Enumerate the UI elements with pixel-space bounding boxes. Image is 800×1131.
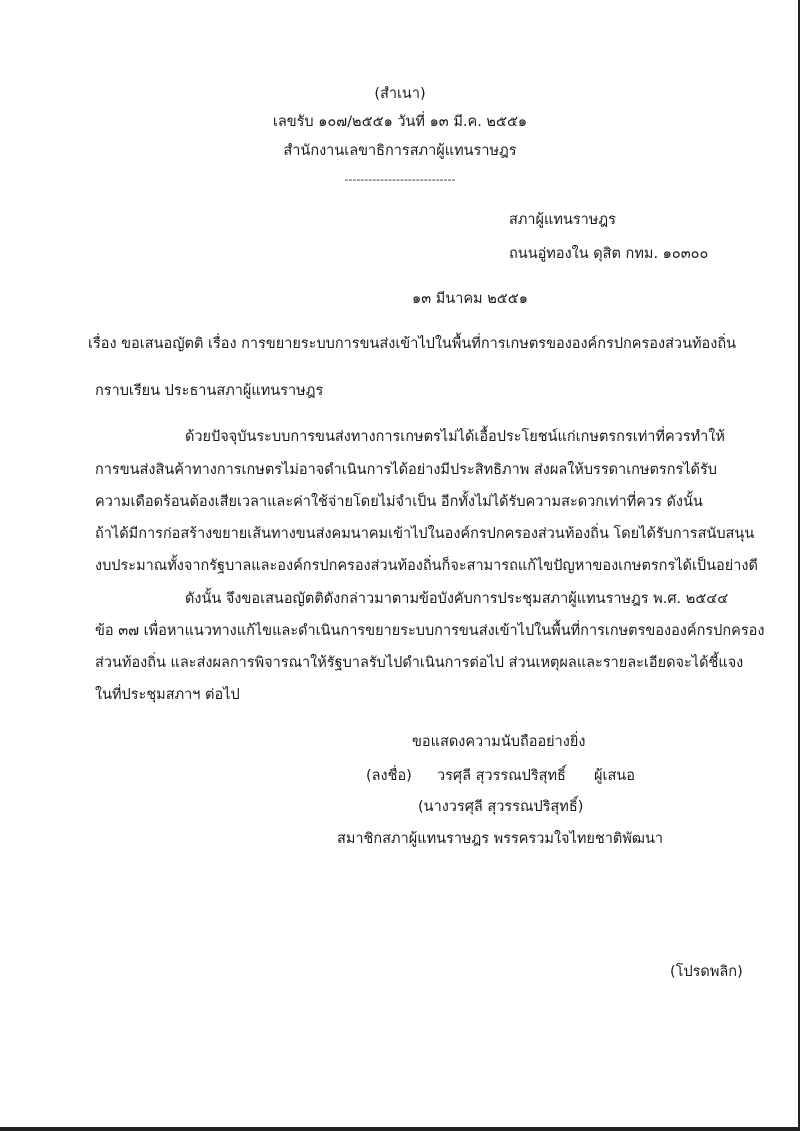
address-line-2: ถนนอู่ทองใน ดุสิต กทม. ๑๐๓๐๐ xyxy=(509,246,709,262)
paragraph-1-line-4: ถ้าได้มีการก่อสร้างขยายเส้นทางขนส่งคมนาคมเข้าไปในองค์กรปกครองส่วนท้องถิ่น โดยได้รับการสนับสนุน xyxy=(95,526,755,542)
paragraph-2-line-4: ในที่ประชุมสภาฯ ต่อไป xyxy=(95,687,240,703)
signature-label: (ลงชื่อ) xyxy=(366,768,412,784)
address-line-1: สภาผู้แทนราษฎร xyxy=(509,212,616,228)
paragraph-2-line-3: ส่วนท้องถิ่น และส่งผลการพิจารณาให้รัฐบาลรับไปดำเนินการต่อไป ส่วนเหตุผลและรายละเอียดจะได้ชี้แจง xyxy=(95,655,744,671)
copy-label: (สำเนา) xyxy=(374,86,426,102)
header-divider: ---------------------------- xyxy=(344,173,456,186)
closing-regards: ขอแสดงความนับถืออย่างยิ่ง xyxy=(412,734,586,750)
subject-line: เรื่อง ขอเสนอญัตติ เรื่อง การขยายระบบการขนส่งเข้าไปในพื้นที่การเกษตรขององค์กรปกครองส่วนท้องถิ่น xyxy=(88,336,737,352)
signer-signature: วรศุลี สุวรรณปริสุทธิ์ xyxy=(437,768,566,784)
signer-printed-name: (นางวรศุลี สุวรรณปริสุทธิ์) xyxy=(418,799,584,815)
signer-role: ผู้เสนอ xyxy=(594,768,635,784)
paragraph-1-line-1: ด้วยปัจจุบันระบบการขนส่งทางการเกษตรไม่ได้เอื้อประโยชน์แก่เกษตรกรเท่าที่ควรทำให้ xyxy=(185,429,725,445)
paragraph-1-line-5: งบประมาณทั้งจากรัฐบาลและองค์กรปกครองส่วนท้องถิ่นก็จะสามารถแก้ไขปัญหาของเกษตรกรได้เป็นอย่างดี xyxy=(95,558,758,574)
turn-over-note: (โปรดพลิก) xyxy=(670,964,743,980)
paragraph-2-line-2: ข้อ ๓๗ เพื่อหาแนวทางแก้ไขและดำเนินการขยายระบบการขนส่งเข้าไปในพื้นที่การเกษตรขององค์กรปกครอง xyxy=(95,623,765,639)
paragraph-1-line-2: การขนส่งสินค้าทางการเกษตรไม่อาจดำเนินการได้อย่างมีประสิทธิภาพ ส่งผลให้บรรดาเกษตรกรได้รับ xyxy=(95,462,717,478)
office-name: สำนักงานเลขาธิการสภาผู้แทนราษฎร xyxy=(283,143,517,159)
scan-edge-bottom xyxy=(0,1127,800,1131)
signer-position: สมาชิกสภาผู้แทนราษฎร พรรครวมใจไทยชาติพัฒนา xyxy=(337,831,664,847)
paragraph-2-line-1: ดังนั้น จึงขอเสนอญัตติดังกล่าวมาตามข้อบังคับการประชุมสภาผู้แทนราษฎร พ.ศ. ๒๕๔๔ xyxy=(185,591,729,607)
salutation: กราบเรียน ประธานสภาผู้แทนราษฎร xyxy=(95,383,324,399)
receipt-line: เลขรับ ๑๐๗/๒๕๕๑ วันที่ ๑๓ มี.ค. ๒๕๕๑ xyxy=(272,114,528,130)
paragraph-1-line-3: ความเดือดร้อนต้องเสียเวลาและค่าใช้จ่ายโดยไม่จำเป็น อีกทั้งไม่ได้รับความสะดวกเท่าที่ควร ดังนั้น xyxy=(95,494,703,510)
letter-date: ๑๓ มีนาคม ๒๕๕๑ xyxy=(412,291,528,307)
